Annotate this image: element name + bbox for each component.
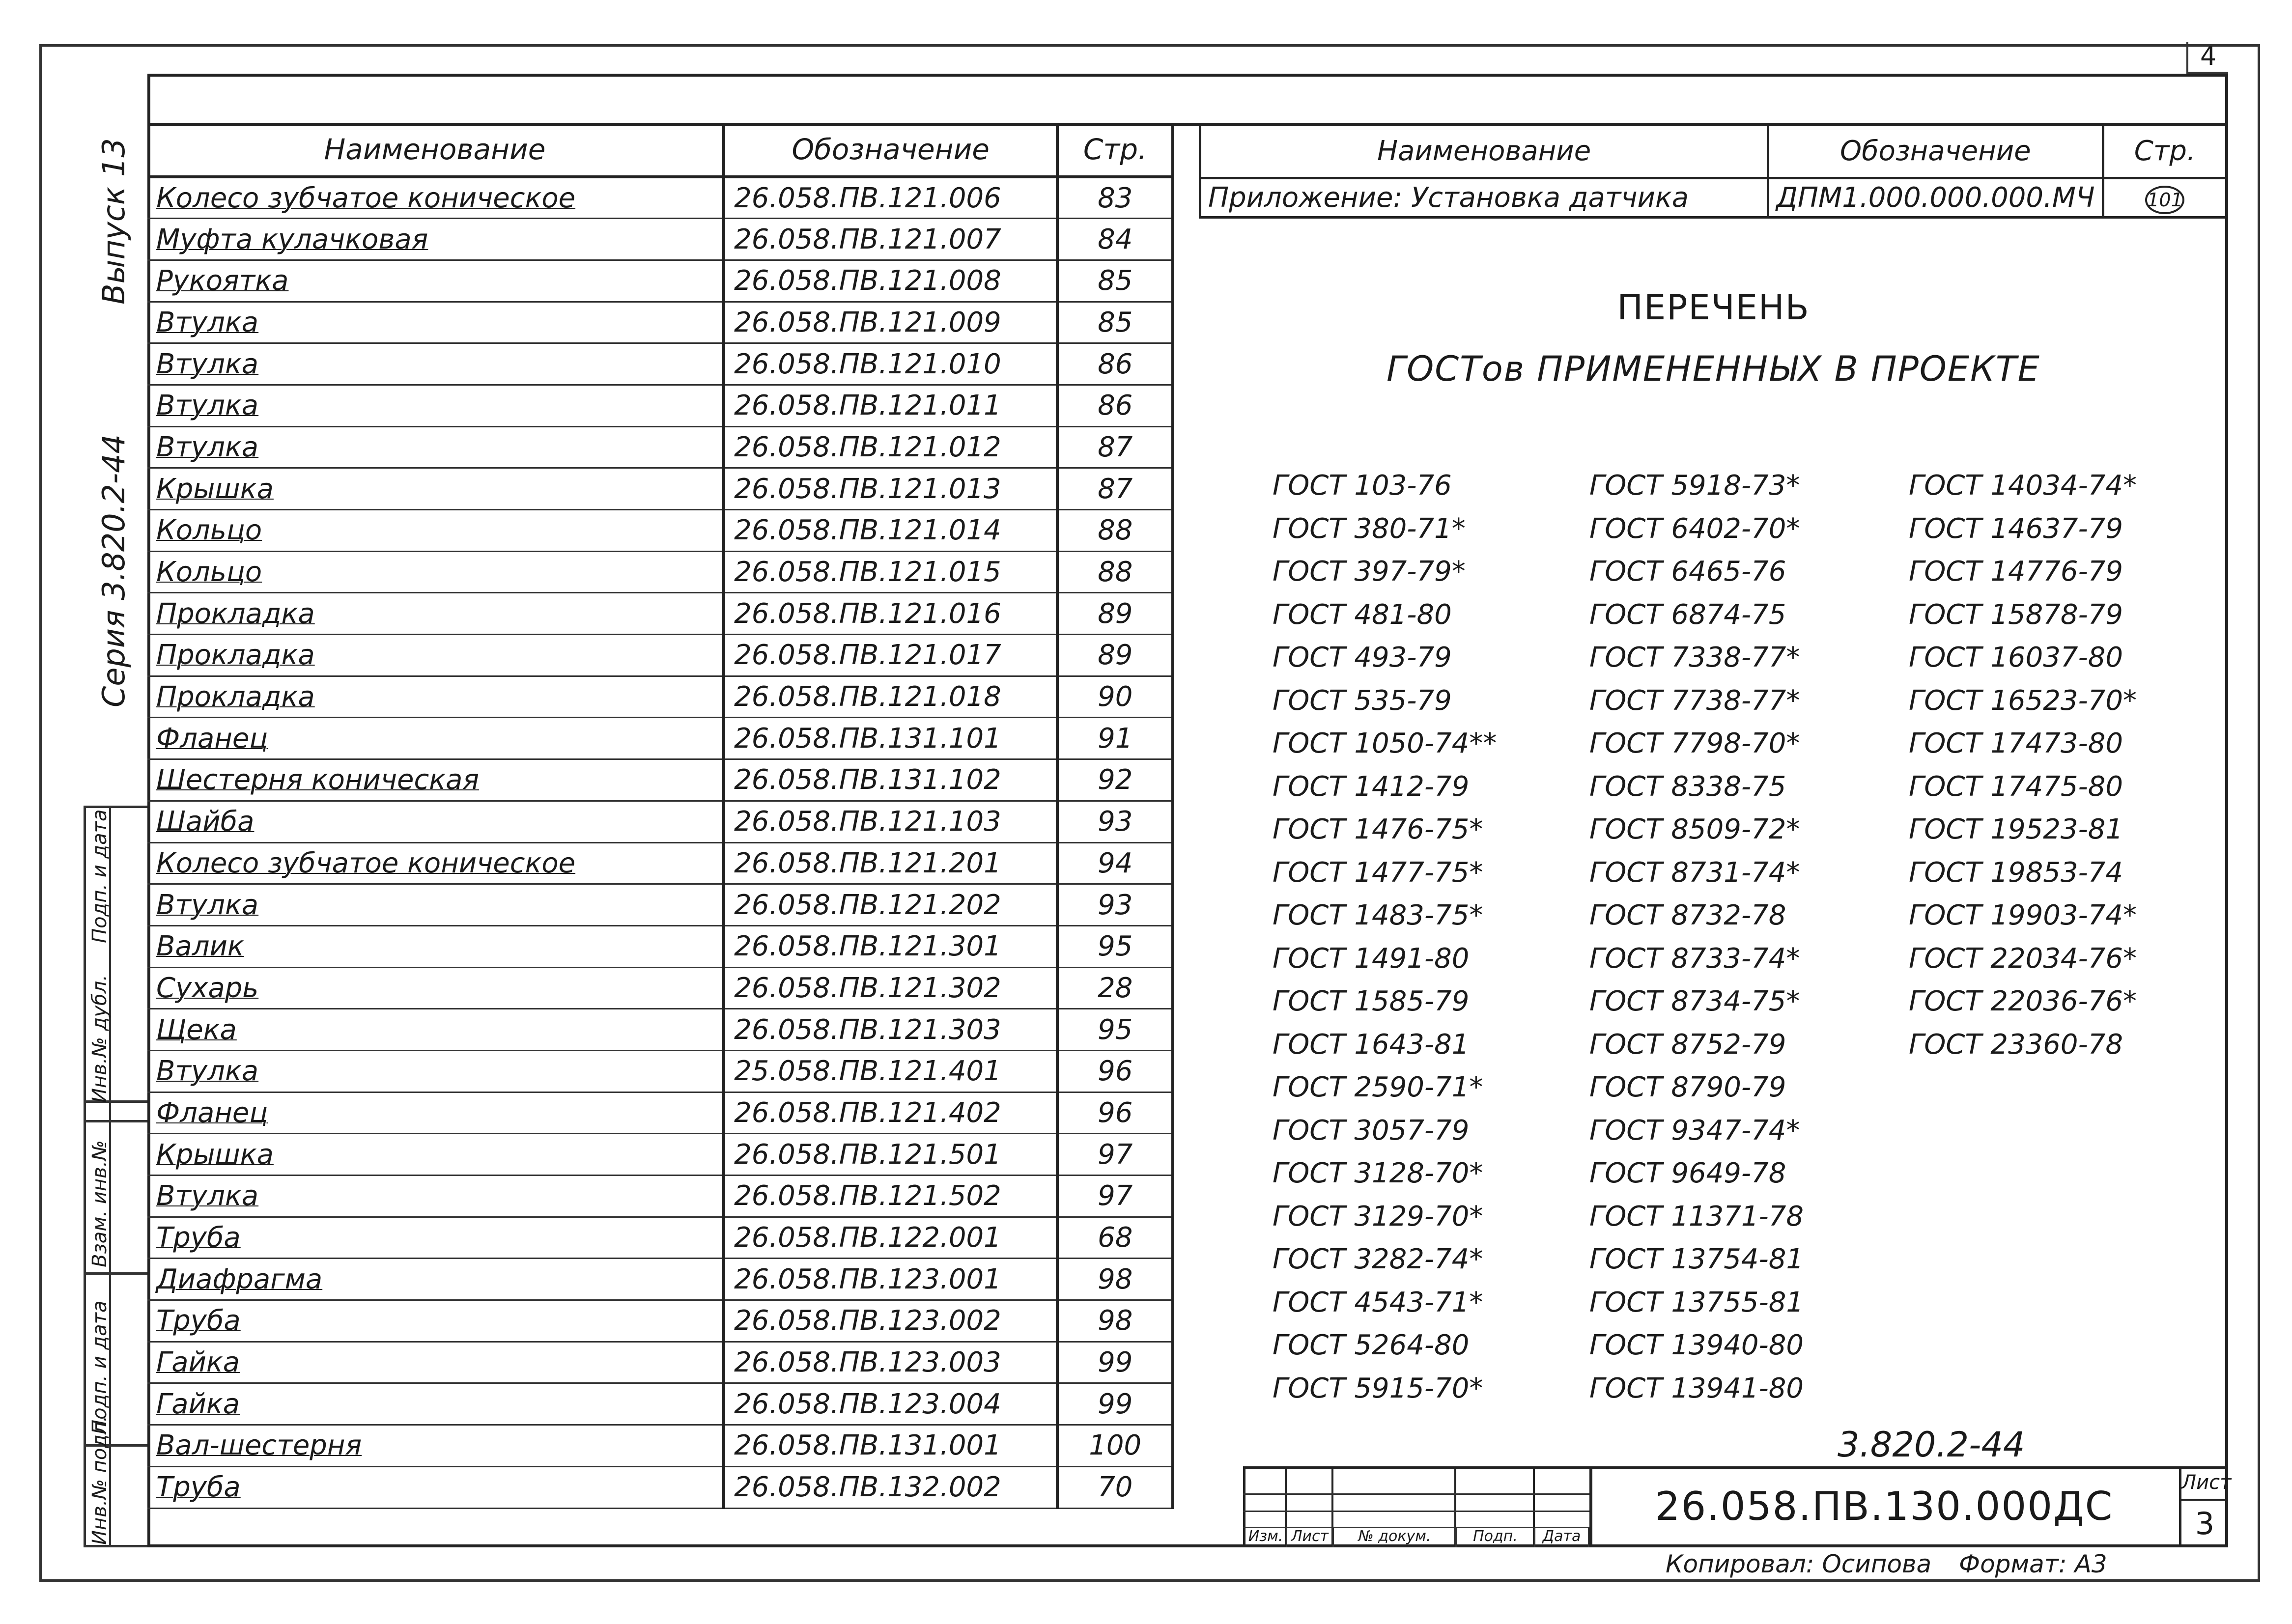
part-page: 92	[1057, 759, 1173, 801]
table-row	[147, 1050, 1173, 1092]
table-row	[147, 925, 1173, 967]
part-page: 97	[1057, 1134, 1173, 1176]
part-designation: 26.058.ПВ.123.003	[724, 1342, 1057, 1383]
gost-item: ГОСТ 19523-81	[1909, 813, 2123, 845]
table-row	[147, 1300, 1173, 1342]
part-page: 93	[1057, 884, 1173, 926]
part-page: 28	[1057, 967, 1173, 1009]
margin-seriya: Серия 3.820.2-44	[96, 434, 132, 707]
part-page: 86	[1057, 385, 1173, 426]
part-page: 70	[1057, 1466, 1173, 1508]
stamp-divider	[84, 1120, 147, 1122]
part-page: 83	[1057, 177, 1173, 219]
document-code: 26.058.ПВ.130.000ДС	[1655, 1484, 2114, 1529]
part-page: 89	[1057, 593, 1173, 635]
margin-vypusk: Выпуск 13	[96, 138, 132, 305]
part-page: 99	[1057, 1342, 1173, 1383]
part-designation: 26.058.ПВ.121.008	[724, 260, 1057, 302]
gost-item: ГОСТ 493-79	[1273, 642, 1452, 673]
part-page: 98	[1057, 1300, 1173, 1342]
part-name: Валик	[147, 925, 724, 967]
part-name: Втулка	[147, 343, 724, 385]
appendix-name: Приложение: Установка датчика	[1200, 178, 1768, 218]
gost-column-1	[1273, 464, 1497, 1410]
part-page: 94	[1057, 842, 1173, 884]
gost-item: ГОСТ 15878-79	[1909, 598, 2123, 631]
part-designation: 26.058.ПВ.121.015	[724, 551, 1057, 593]
gost-item: ГОСТ 8734-75*	[1589, 985, 1800, 1017]
part-name: Колесо зубчатое коническое	[147, 177, 724, 219]
gost-item: ГОСТ 1643-81	[1273, 1028, 1470, 1061]
parts-table	[147, 123, 1174, 1509]
table-row	[147, 343, 1173, 385]
part-name: Гайка	[147, 1383, 724, 1425]
sheet-label: Лист	[2181, 1471, 2228, 1501]
parts-table-header	[147, 123, 1173, 177]
part-name: Сухарь	[147, 967, 724, 1009]
part-page: 85	[1057, 302, 1173, 343]
part-page: 84	[1057, 219, 1173, 260]
part-name: Вал-шестерня	[147, 1425, 724, 1467]
part-page: 100	[1057, 1425, 1173, 1467]
gost-item: ГОСТ 5264-80	[1273, 1329, 1470, 1361]
table-row	[147, 718, 1173, 759]
gost-item: ГОСТ 23360-78	[1909, 1028, 2123, 1061]
part-page: 91	[1057, 718, 1173, 759]
gost-item: ГОСТ 16037-80	[1909, 642, 2123, 673]
table-row	[147, 1342, 1173, 1383]
part-designation: 26.058.ПВ.121.011	[724, 385, 1057, 426]
part-name: Крышка	[147, 468, 724, 510]
gost-item: ГОСТ 8338-75	[1589, 770, 1786, 803]
gost-item: ГОСТ 103-76	[1273, 470, 1452, 502]
part-page: 96	[1057, 1050, 1173, 1092]
part-name: Крышка	[147, 1134, 724, 1176]
part-designation: 26.058.ПВ.121.018	[724, 676, 1057, 718]
appendix-page: 101	[2145, 186, 2184, 214]
gost-item: ГОСТ 3128-70*	[1273, 1157, 1483, 1189]
gost-item: ГОСТ 8790-79	[1589, 1071, 1786, 1103]
table-row	[147, 635, 1173, 676]
gost-item: ГОСТ 16523-70*	[1909, 684, 2137, 717]
part-page: 97	[1057, 1176, 1173, 1217]
part-name: Прокладка	[147, 635, 724, 676]
part-designation: 26.058.ПВ.122.001	[724, 1217, 1057, 1259]
part-name: Прокладка	[147, 676, 724, 718]
table-row	[147, 260, 1173, 302]
part-page: 95	[1057, 925, 1173, 967]
part-designation: 26.058.ПВ.121.202	[724, 884, 1057, 926]
gost-item: ГОСТ 535-79	[1273, 684, 1452, 717]
table-row	[147, 219, 1173, 260]
part-name: Муфта кулачковая	[147, 219, 724, 260]
part-page: 87	[1057, 426, 1173, 468]
table-row	[147, 842, 1173, 884]
gost-item: ГОСТ 380-71*	[1273, 512, 1466, 545]
part-name: Труба	[147, 1466, 724, 1508]
part-name: Втулка	[147, 302, 724, 343]
table-row	[147, 551, 1173, 593]
stamp-label-inv-dubl: Инв.№ дубл.	[88, 975, 111, 1103]
gost-item: ГОСТ 17473-80	[1909, 728, 2123, 759]
part-name: Шайба	[147, 801, 724, 842]
part-designation: 26.058.ПВ.121.007	[724, 219, 1057, 260]
gost-item: ГОСТ 8732-78	[1589, 899, 1786, 931]
gost-item: ГОСТ 1477-75*	[1273, 856, 1483, 889]
table-row	[147, 1259, 1173, 1300]
table-row	[147, 1466, 1173, 1508]
part-designation: 26.058.ПВ.121.402	[724, 1092, 1057, 1134]
label-doc-no: № докум.	[1334, 1528, 1457, 1547]
stamp-label-podp-data-1: Подп. и дата	[88, 809, 111, 943]
header-name: Наименование	[147, 123, 724, 177]
gost-column-2	[1589, 464, 1804, 1410]
part-page: 90	[1057, 676, 1173, 718]
table-row	[147, 1383, 1173, 1425]
gost-item: ГОСТ 7738-77*	[1589, 684, 1800, 717]
gost-item: ГОСТ 2590-71*	[1273, 1071, 1483, 1103]
table-row	[147, 967, 1173, 1009]
label-signature: Подп.	[1457, 1528, 1535, 1547]
part-designation: 26.058.ПВ.121.016	[724, 593, 1057, 635]
part-page: 87	[1057, 468, 1173, 510]
part-page: 88	[1057, 551, 1173, 593]
gost-item: ГОСТ 1491-80	[1273, 942, 1470, 975]
gost-item: ГОСТ 3057-79	[1273, 1114, 1470, 1147]
gost-item: ГОСТ 7798-70*	[1589, 728, 1800, 759]
appendix-header-page: Стр.	[2103, 124, 2227, 178]
gost-item: ГОСТ 6402-70*	[1589, 512, 1800, 545]
part-designation: 26.058.ПВ.121.006	[724, 177, 1057, 219]
part-designation: 26.058.ПВ.123.004	[724, 1383, 1057, 1425]
table-row	[147, 1009, 1173, 1051]
table-row	[147, 1134, 1173, 1176]
part-name: Шестерня коническая	[147, 759, 724, 801]
gost-item: ГОСТ 11371-78	[1589, 1200, 1804, 1232]
table-row	[147, 593, 1173, 635]
part-name: Фланец	[147, 1092, 724, 1134]
table-row	[147, 1092, 1173, 1134]
part-designation: 26.058.ПВ.121.103	[724, 801, 1057, 842]
stamp-divider	[84, 1272, 147, 1275]
table-row	[147, 759, 1173, 801]
gost-item: ГОСТ 1476-75*	[1273, 813, 1483, 845]
table-row	[147, 177, 1173, 219]
gost-item: ГОСТ 3129-70*	[1273, 1200, 1483, 1232]
table-row	[147, 1176, 1173, 1217]
appendix-designation: ДПМ1.000.000.000.МЧ	[1768, 178, 2103, 218]
part-page: 89	[1057, 635, 1173, 676]
gost-column-3	[1909, 464, 2137, 1066]
gost-item: ГОСТ 1585-79	[1273, 985, 1470, 1017]
part-name: Втулка	[147, 385, 724, 426]
gost-item: ГОСТ 7338-77*	[1589, 642, 1800, 673]
gost-item: ГОСТ 13940-80	[1589, 1329, 1804, 1361]
gost-item: ГОСТ 9347-74*	[1589, 1114, 1800, 1147]
table-row	[147, 884, 1173, 926]
part-name: Диафрагма	[147, 1259, 724, 1300]
appendix-header-designation: Обозначение	[1768, 124, 2103, 178]
list-title: ПЕРЕЧЕНЬ	[1617, 287, 1810, 328]
part-page: 88	[1057, 510, 1173, 552]
part-designation: 25.058.ПВ.121.401	[724, 1050, 1057, 1092]
part-designation: 26.058.ПВ.121.302	[724, 967, 1057, 1009]
table-row	[147, 1217, 1173, 1259]
gost-item: ГОСТ 13941-80	[1589, 1372, 1804, 1404]
gost-item: ГОСТ 19853-74	[1909, 856, 2123, 889]
part-designation: 26.058.ПВ.121.501	[724, 1134, 1057, 1176]
appendix-page-cell	[2103, 178, 2227, 218]
gost-item: ГОСТ 14034-74*	[1909, 470, 2137, 502]
header-page: Стр.	[1057, 123, 1173, 177]
label-izm: Изм.	[1245, 1528, 1287, 1547]
part-page: 68	[1057, 1217, 1173, 1259]
part-name: Кольцо	[147, 551, 724, 593]
part-designation: 26.058.ПВ.121.010	[724, 343, 1057, 385]
part-name: Втулка	[147, 426, 724, 468]
label-list: Лист	[1287, 1528, 1334, 1547]
label-date: Дата	[1535, 1528, 1589, 1547]
part-designation: 26.058.ПВ.121.012	[724, 426, 1057, 468]
gost-item: ГОСТ 22034-76*	[1909, 942, 2137, 975]
table-row	[147, 302, 1173, 343]
part-page: 93	[1057, 801, 1173, 842]
footer	[1666, 1550, 2127, 1578]
stamp-label-inv-podl: Инв.№ подл.	[88, 1415, 111, 1545]
gost-item: ГОСТ 6465-76	[1589, 556, 1786, 588]
part-designation: 26.058.ПВ.121.017	[724, 635, 1057, 676]
part-name: Труба	[147, 1300, 724, 1342]
part-name: Щека	[147, 1009, 724, 1051]
part-page: 96	[1057, 1092, 1173, 1134]
gost-item: ГОСТ 17475-80	[1909, 770, 2123, 803]
copied-by: Копировал: Осипова	[1666, 1550, 1932, 1578]
part-designation: 26.058.ПВ.121.301	[724, 925, 1057, 967]
part-designation: 26.058.ПВ.131.101	[724, 718, 1057, 759]
part-name: Рукоятка	[147, 260, 724, 302]
part-page: 86	[1057, 343, 1173, 385]
sheet-number: 3	[2195, 1506, 2215, 1541]
table-row	[147, 1425, 1173, 1467]
part-designation: 26.058.ПВ.131.001	[724, 1425, 1057, 1467]
part-name: Труба	[147, 1217, 724, 1259]
gost-item: ГОСТ 19903-74*	[1909, 899, 2137, 931]
part-page: 98	[1057, 1259, 1173, 1300]
table-row	[147, 468, 1173, 510]
gost-item: ГОСТ 397-79*	[1273, 556, 1466, 588]
part-name: Колесо зубчатое коническое	[147, 842, 724, 884]
part-designation: 26.058.ПВ.121.303	[724, 1009, 1057, 1051]
gost-item: ГОСТ 8733-74*	[1589, 942, 1800, 975]
gost-item: ГОСТ 1483-75*	[1273, 899, 1483, 931]
part-designation: 26.058.ПВ.121.009	[724, 302, 1057, 343]
appendix-table-header	[1200, 124, 2227, 178]
part-page: 99	[1057, 1383, 1173, 1425]
table-row	[147, 801, 1173, 842]
sheet-corner-number: 4	[2186, 42, 2228, 74]
gost-item: ГОСТ 1412-79	[1273, 770, 1470, 803]
part-name: Гайка	[147, 1342, 724, 1383]
title-block-line	[1243, 1493, 1589, 1495]
table-row	[147, 426, 1173, 468]
sheet-format: Формат: А3	[1959, 1550, 2107, 1578]
gost-item: ГОСТ 5915-70*	[1273, 1372, 1483, 1404]
part-name: Фланец	[147, 718, 724, 759]
appendix-table	[1199, 123, 2228, 219]
table-row	[147, 510, 1173, 552]
title-block-line	[1243, 1511, 1589, 1512]
part-name: Втулка	[147, 1050, 724, 1092]
gost-item: ГОСТ 8731-74*	[1589, 856, 1800, 889]
appendix-header-name: Наименование	[1200, 124, 1768, 178]
title-block-labels	[1245, 1528, 1589, 1547]
part-designation: 26.058.ПВ.121.013	[724, 468, 1057, 510]
gost-item: ГОСТ 4543-71*	[1273, 1286, 1483, 1318]
gost-item: ГОСТ 13755-81	[1589, 1286, 1804, 1318]
part-name: Кольцо	[147, 510, 724, 552]
header-designation: Обозначение	[724, 123, 1057, 177]
gost-item: ГОСТ 22036-76*	[1909, 985, 2137, 1017]
series-code: 3.820.2-44	[1838, 1425, 2025, 1465]
part-designation: 26.058.ПВ.131.102	[724, 759, 1057, 801]
gost-item: ГОСТ 8509-72*	[1589, 813, 1800, 845]
gost-item: ГОСТ 6874-75	[1589, 598, 1786, 631]
part-page: 95	[1057, 1009, 1173, 1051]
part-name: Втулка	[147, 1176, 724, 1217]
part-designation: 26.058.ПВ.132.002	[724, 1466, 1057, 1508]
list-subtitle: ГОСТов ПРИМЕНЕННЫХ В ПРОЕКТЕ	[1387, 349, 2040, 389]
part-designation: 26.058.ПВ.123.001	[724, 1259, 1057, 1300]
part-page: 85	[1057, 260, 1173, 302]
gost-item: ГОСТ 14637-79	[1909, 512, 2123, 545]
table-row	[147, 385, 1173, 426]
gost-item: ГОСТ 8752-79	[1589, 1028, 1786, 1061]
part-designation: 26.058.ПВ.121.201	[724, 842, 1057, 884]
gost-item: ГОСТ 13754-81	[1589, 1243, 1804, 1275]
gost-item: ГОСТ 9649-78	[1589, 1157, 1786, 1189]
part-name: Втулка	[147, 884, 724, 926]
gost-item: ГОСТ 1050-74**	[1273, 728, 1497, 759]
gost-item: ГОСТ 14776-79	[1909, 556, 2123, 588]
stamp-label-vzam-inv: Взам. инв.№	[88, 1140, 111, 1267]
appendix-row	[1200, 178, 2227, 218]
gost-item: ГОСТ 3282-74*	[1273, 1243, 1483, 1275]
gost-item: ГОСТ 5918-73*	[1589, 470, 1800, 502]
part-designation: 26.058.ПВ.121.014	[724, 510, 1057, 552]
part-designation: 26.058.ПВ.121.502	[724, 1176, 1057, 1217]
stamp-label-podp-data-2: Подп. и дата	[88, 1300, 111, 1434]
table-row	[147, 676, 1173, 718]
part-name: Прокладка	[147, 593, 724, 635]
part-designation: 26.058.ПВ.123.002	[724, 1300, 1057, 1342]
gost-item: ГОСТ 481-80	[1273, 598, 1452, 631]
